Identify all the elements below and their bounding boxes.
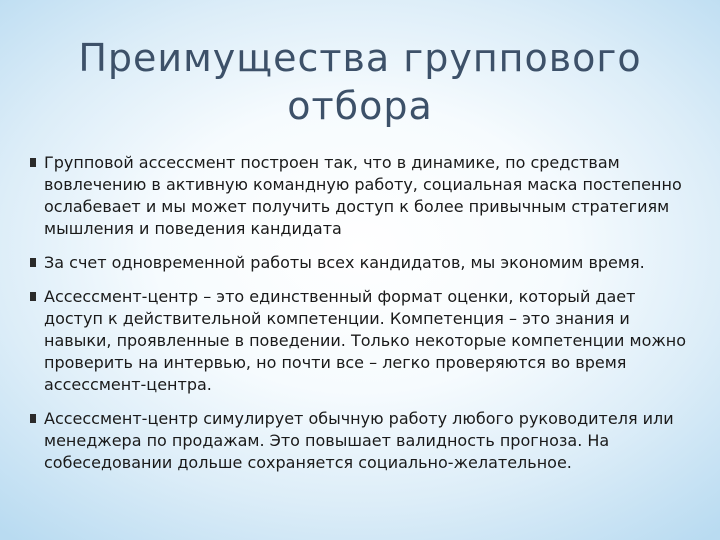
square-bullet-icon [30, 258, 36, 267]
bullet-text: Ассессмент-центр симулирует обычную работу любого руководителя или менеджера по продажам. Это повышает валидность прогноза. На собеседовании дольше сохраняется социально-желательное. [44, 409, 674, 472]
slide-title: Преимущества группового отбора [78, 36, 642, 128]
list-item [30, 152, 695, 240]
square-bullet-icon [30, 292, 36, 301]
bullet-text: За счет одновременной работы всех кандидатов, мы экономим время. [44, 253, 645, 272]
square-bullet-icon [30, 158, 36, 167]
list-item [30, 286, 695, 396]
bullet-list [30, 152, 695, 486]
list-item [30, 408, 695, 474]
square-bullet-icon [30, 414, 36, 423]
bullet-text: Групповой ассессмент построен так, что в динамике, по средствам вовлечению в активную командную работу, социальная маска постепенно ослабевает и мы может получить доступ к более привычным стратегиям мышления и поведения кандидата [44, 153, 682, 238]
list-item [30, 252, 695, 274]
bullet-text: Ассессмент-центр – это единственный формат оценки, который дает доступ к действительной компетенции. Компетенция – это знания и навыки, проявленные в поведении. Только некоторые компетенции можно проверить на интервью, но почти все – легко проверяются во время ассессмент-центра. [44, 287, 687, 394]
